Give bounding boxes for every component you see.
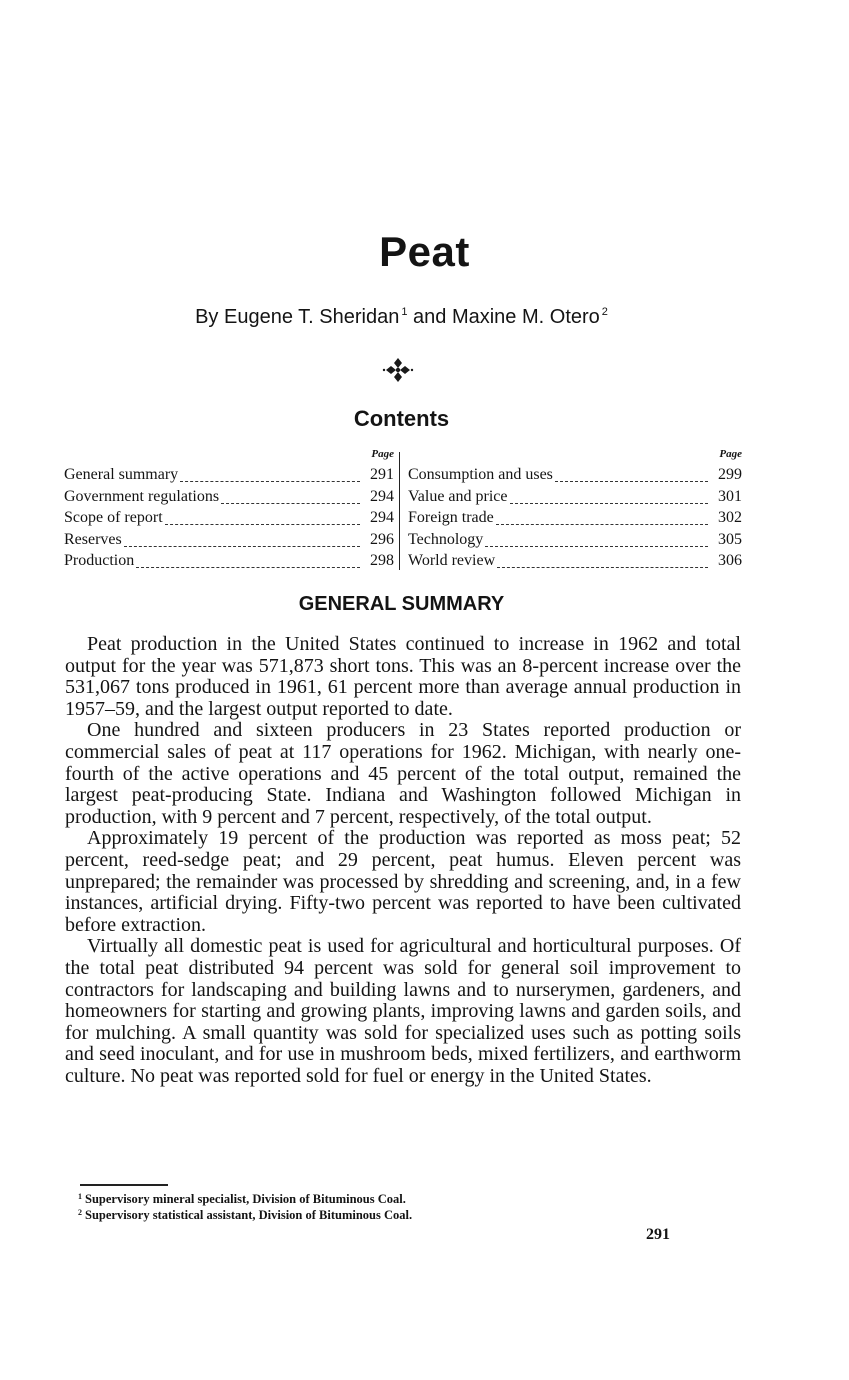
leader-dots bbox=[496, 514, 708, 525]
leader-dots bbox=[221, 493, 360, 504]
toc-entry bbox=[64, 550, 394, 572]
paragraph: One hundred and sixteen producers in 23 States reported production or commercial sales of peat at 117 operations for 1962. Michigan, with nearly one-fourth of the active operations and 45 percent of the total output, remained the largest peat-producing State. Indiana and Washington followed Michigan in production, with 9 percent and 7 percent, respectively, of the total output. bbox=[65, 719, 741, 828]
leader-dots bbox=[165, 514, 360, 525]
toc-entry bbox=[408, 464, 742, 486]
leader-dots bbox=[136, 557, 360, 568]
toc-entry-label: Scope of report bbox=[64, 509, 163, 526]
footnote bbox=[78, 1190, 678, 1206]
toc-entry-page: 294 bbox=[370, 487, 394, 505]
paragraph: Virtually all domestic peat is used for agricultural and horticultural purposes. Of the total peat distributed 94 percent was sold for general soil improvement to contractors for landscaping and building lawns and to nurserymen, gardeners, and homeowners for starting and growing plants, improving lawns and garden soils, and for mulching. A small quantity was sold for specialized uses such as potting soils and seed inoculant, and for use in mushroom beds, mixed fertilizers, and earthworm culture. No peat was reported sold for fuel or energy in the United States. bbox=[65, 935, 741, 1087]
contents-left-column bbox=[64, 444, 394, 572]
toc-entry bbox=[408, 486, 742, 508]
footnotes bbox=[78, 1190, 678, 1222]
paragraph: Peat production in the United States continued to increase in 1962 and total output for the year was 571,873 short tons. This was an 8-percent increase over the 531,067 tons produced in 1961, 61 percent more than average annual production in 1957–59, and the largest output reported to date. bbox=[65, 633, 741, 720]
diamond-ornament-icon bbox=[380, 356, 416, 384]
byline-conjunction: and bbox=[413, 306, 447, 328]
body-text bbox=[65, 634, 741, 1087]
leader-dots bbox=[555, 471, 708, 482]
toc-entry-label: Value and price bbox=[408, 487, 508, 505]
footnote-mark: 1 bbox=[78, 1192, 82, 1201]
contents-column-divider bbox=[399, 452, 400, 570]
leader-dots bbox=[510, 493, 708, 504]
page-column-label: Page bbox=[719, 448, 742, 460]
toc-entry-label: Production bbox=[64, 552, 135, 569]
author-2-footnote-mark: 2 bbox=[601, 306, 608, 318]
toc-entry-page: 302 bbox=[718, 509, 742, 526]
footnote-text: Supervisory mineral specialist, Division of Bituminous Coal. bbox=[85, 1192, 406, 1206]
leader-dots bbox=[124, 536, 360, 547]
toc-entry-label: Consumption and uses bbox=[408, 466, 553, 483]
contents-heading: Contents bbox=[353, 406, 450, 431]
toc-entry bbox=[64, 507, 394, 529]
toc-entry-label: Reserves bbox=[64, 530, 122, 548]
contents-right-column bbox=[408, 444, 742, 572]
page-number: 291 bbox=[646, 1226, 670, 1243]
footnote-rule bbox=[80, 1184, 168, 1186]
section-heading: GENERAL SUMMARY bbox=[298, 593, 505, 615]
page-column-label: Page bbox=[371, 448, 394, 460]
author-1: Eugene T. Sheridan bbox=[224, 306, 400, 328]
toc-entry-page: 306 bbox=[718, 552, 742, 569]
footnote-text: Supervisory statistical assistant, Division of Bituminous Coal. bbox=[85, 1208, 413, 1222]
toc-entry bbox=[408, 550, 742, 572]
toc-entry-page: 294 bbox=[370, 509, 394, 526]
leader-dots bbox=[497, 557, 708, 568]
toc-entry bbox=[64, 464, 394, 486]
author-2: Maxine M. Otero bbox=[451, 306, 600, 328]
byline-prefix: By bbox=[195, 306, 219, 328]
toc-entry-page: 296 bbox=[370, 530, 394, 548]
toc-entry-label: General summary bbox=[64, 466, 179, 483]
toc-entry-label: World review bbox=[408, 552, 496, 569]
leader-dots bbox=[180, 471, 360, 482]
toc-entry-label: Foreign trade bbox=[408, 509, 494, 526]
footnote bbox=[78, 1206, 678, 1222]
toc-entry-page: 301 bbox=[718, 487, 742, 505]
toc-entry-label: Technology bbox=[408, 530, 484, 548]
paragraph: Approximately 19 percent of the production was reported as moss peat; 52 percent, reed-sedge peat; and 29 percent, peat humus. Eleven percent was unprepared; the remainder was processed by shredding and screening, and, in a few instances, artificial drying. Fifty-two percent was reported to have been cultivated before extraction. bbox=[65, 827, 741, 936]
toc-entry bbox=[408, 529, 742, 551]
toc-entry bbox=[408, 507, 742, 529]
document-title: Peat bbox=[379, 228, 470, 275]
toc-entry-page: 299 bbox=[718, 466, 742, 483]
toc-entry-page: 291 bbox=[370, 466, 394, 483]
leader-dots bbox=[485, 536, 708, 547]
author-1-footnote-mark: 1 bbox=[401, 306, 408, 318]
toc-entry-page: 305 bbox=[718, 530, 742, 548]
byline bbox=[0, 306, 803, 329]
toc-entry bbox=[64, 529, 394, 551]
footnote-mark: 2 bbox=[78, 1208, 82, 1217]
toc-entry-page: 298 bbox=[370, 552, 394, 569]
toc-entry-label: Government regulations bbox=[64, 487, 220, 505]
toc-entry bbox=[64, 486, 394, 508]
